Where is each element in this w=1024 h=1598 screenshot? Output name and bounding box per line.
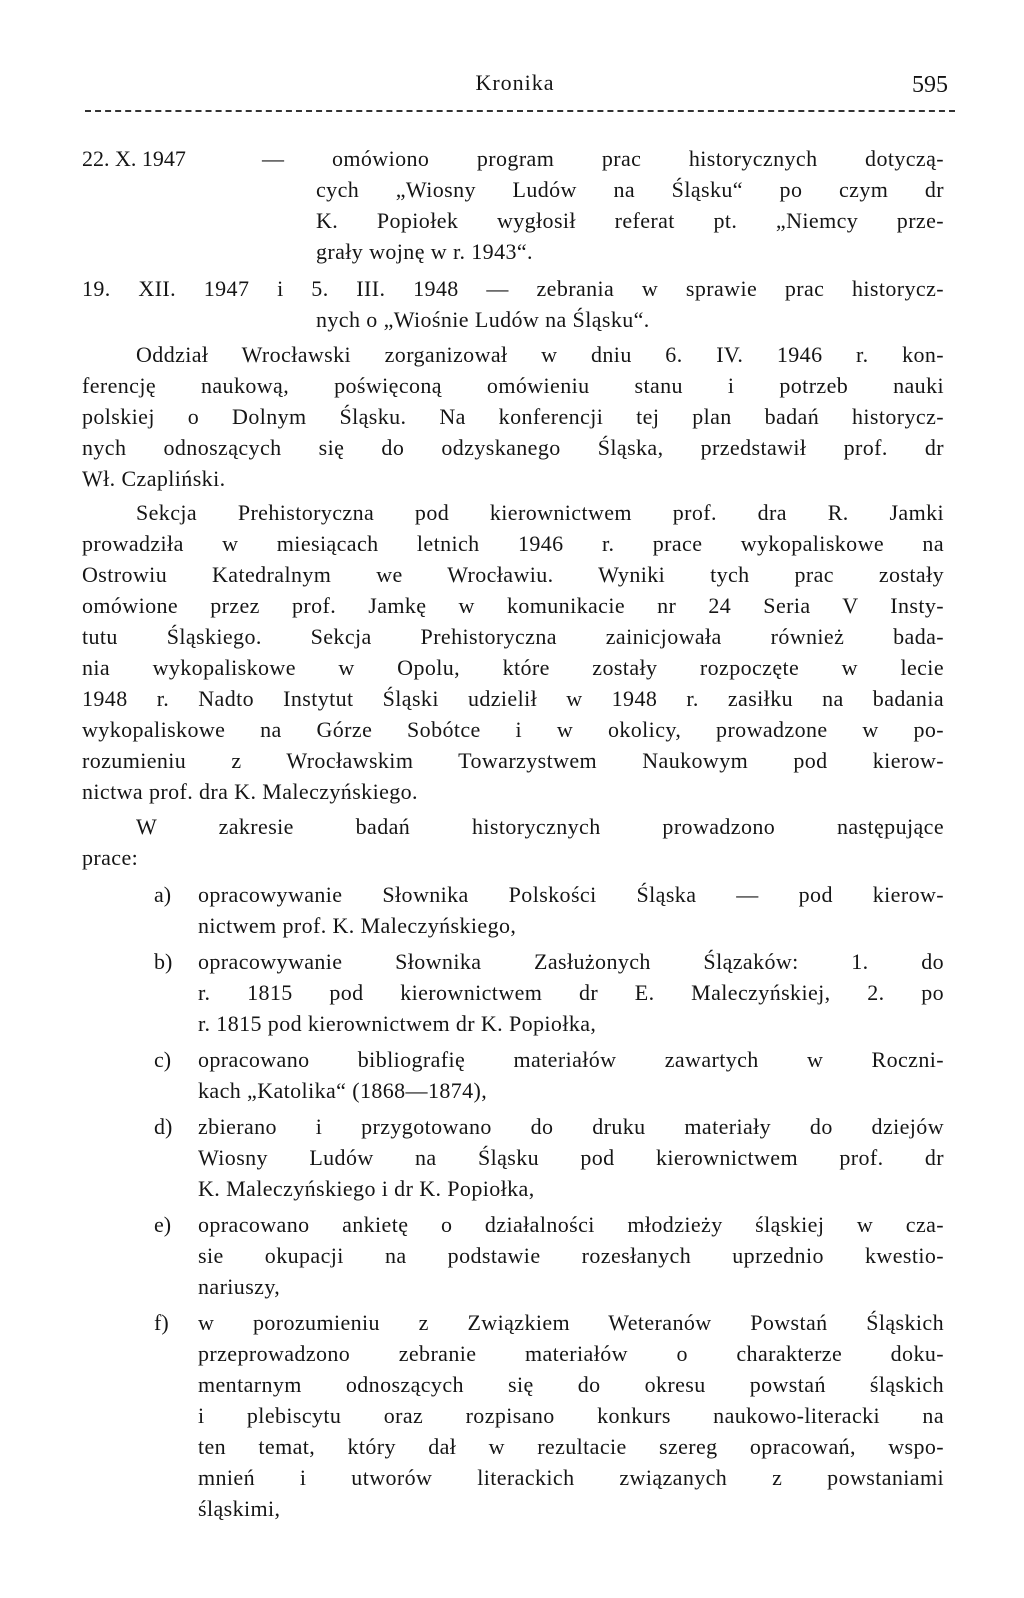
page-number: 595 bbox=[912, 72, 948, 98]
list-item-line: nariuszy, bbox=[198, 1274, 281, 1299]
paragraph-line: rozumieniu z Wrocławskim Towarzystwem Naukowym pod kierow- bbox=[82, 748, 944, 773]
list-item-label: b) bbox=[154, 949, 173, 974]
paragraph-line: Ostrowiu Katedralnym we Wrocławiu. Wyniki tych prac zostały bbox=[82, 562, 944, 587]
list-item-line: opracowywanie Słownika Zasłużonych Ślązaków: 1. do bbox=[198, 949, 944, 974]
paragraph-line: Sekcja Prehistoryczna pod kierownictwem prof. dra R. Jamki bbox=[136, 500, 944, 525]
paragraph-line: 1948 r. Nadto Instytut Śląski udzielił w 1948 r. zasiłku na badania bbox=[82, 686, 944, 711]
paragraph-line: tutu Śląskiego. Sekcja Prehistoryczna zainicjowała również bada- bbox=[82, 624, 944, 649]
paragraph-line: prace: bbox=[82, 845, 139, 870]
paragraph-line: W zakresie badań historycznych prowadzono następujące bbox=[136, 814, 944, 839]
list-item-label: f) bbox=[154, 1310, 169, 1335]
paragraph-line: omówione przez prof. Jamkę w komunikacie nr 24 Seria V Insty- bbox=[82, 593, 944, 618]
list-item-line: Wiosny Ludów na Śląsku pod kierownictwem prof. dr bbox=[198, 1145, 944, 1170]
running-header: Kronika bbox=[475, 70, 555, 95]
paragraph-line: nych odnoszących się do odzyskanego Śląska, przedstawił prof. dr bbox=[82, 435, 944, 460]
paragraph-line: prowadziła w miesiącach letnich 1946 r. prace wykopaliskowe na bbox=[82, 531, 944, 556]
list-item-line: śląskimi, bbox=[198, 1496, 281, 1521]
list-item-line: przeprowadzono zebranie materiałów o charakterze doku- bbox=[198, 1341, 944, 1366]
paragraph-line: polskiej o Dolnym Śląsku. Na konferencji tej plan badań historycz- bbox=[82, 404, 944, 429]
list-item-line: i plebiscytu oraz rozpisano konkurs naukowo-literacki na bbox=[198, 1403, 944, 1428]
list-item-line: r. 1815 pod kierownictwem dr E. Maleczyńskiej, 2. po bbox=[198, 980, 944, 1005]
list-item-line: r. 1815 pod kierownictwem dr K. Popiołka, bbox=[198, 1011, 597, 1036]
list-item-line: opracowano ankietę o działalności młodzieży śląskiej w cza- bbox=[198, 1212, 944, 1237]
entry-text-line: grały wojnę w r. 1943“. bbox=[316, 239, 533, 264]
entry-text-line: K. Popiołek wygłosił referat pt. „Niemcy prze- bbox=[316, 208, 944, 233]
entry-date: 22. X. 1947 bbox=[82, 146, 186, 171]
list-item-line: zbierano i przygotowano do druku materiały do dziejów bbox=[198, 1114, 944, 1139]
list-item-label: d) bbox=[154, 1114, 173, 1139]
paragraph-line: Oddział Wrocławski zorganizował w dniu 6. IV. 1946 r. kon- bbox=[136, 342, 944, 367]
entry-text-line: nych o „Wiośnie Ludów na Śląsku“. bbox=[316, 307, 650, 332]
list-item-line: opracowano bibliografię materiałów zawartych w Roczni- bbox=[198, 1047, 944, 1072]
list-item-line: mentarnym odnoszących się do okresu powstań śląskich bbox=[198, 1372, 944, 1397]
list-item-line: w porozumieniu z Związkiem Weteranów Powstań Śląskich bbox=[198, 1310, 944, 1335]
list-item-line: K. Maleczyńskiego i dr K. Popiołka, bbox=[198, 1176, 535, 1201]
paragraph-line: wykopaliskowe na Górze Sobótce i w okolicy, prowadzone w po- bbox=[82, 717, 944, 742]
header-rule bbox=[85, 110, 955, 112]
list-item-label: c) bbox=[154, 1047, 172, 1072]
list-item-label: a) bbox=[154, 882, 172, 907]
list-item-line: opracowywanie Słownika Polskości Śląska — pod kierow- bbox=[198, 882, 944, 907]
list-item-line: ten temat, który dał w rezultacie szereg opracowań, wspo- bbox=[198, 1434, 944, 1459]
entry-text-line: — omówiono program prac historycznych dotyczą- bbox=[262, 146, 944, 171]
entry-text-line: 19. XII. 1947 i 5. III. 1948 — zebrania w sprawie prac historycz- bbox=[82, 276, 944, 301]
list-item-line: sie okupacji na podstawie rozesłanych uprzednio kwestio- bbox=[198, 1243, 944, 1268]
paragraph-line: nia wykopaliskowe w Opolu, które zostały rozpoczęte w lecie bbox=[82, 655, 944, 680]
paragraph-line: nictwa prof. dra K. Maleczyńskiego. bbox=[82, 779, 418, 804]
paragraph-line: Wł. Czapliński. bbox=[82, 466, 226, 491]
list-item-line: mnień i utworów literackich związanych z powstaniami bbox=[198, 1465, 944, 1490]
list-item-label: e) bbox=[154, 1212, 172, 1237]
list-item-line: kach „Katolika“ (1868—1874), bbox=[198, 1078, 488, 1103]
paragraph-line: ferencję naukową, poświęconą omówieniu stanu i potrzeb nauki bbox=[82, 373, 944, 398]
list-item-line: nictwem prof. K. Maleczyńskiego, bbox=[198, 913, 517, 938]
entry-text-line: cych „Wiosny Ludów na Śląsku“ po czym dr bbox=[316, 177, 944, 202]
